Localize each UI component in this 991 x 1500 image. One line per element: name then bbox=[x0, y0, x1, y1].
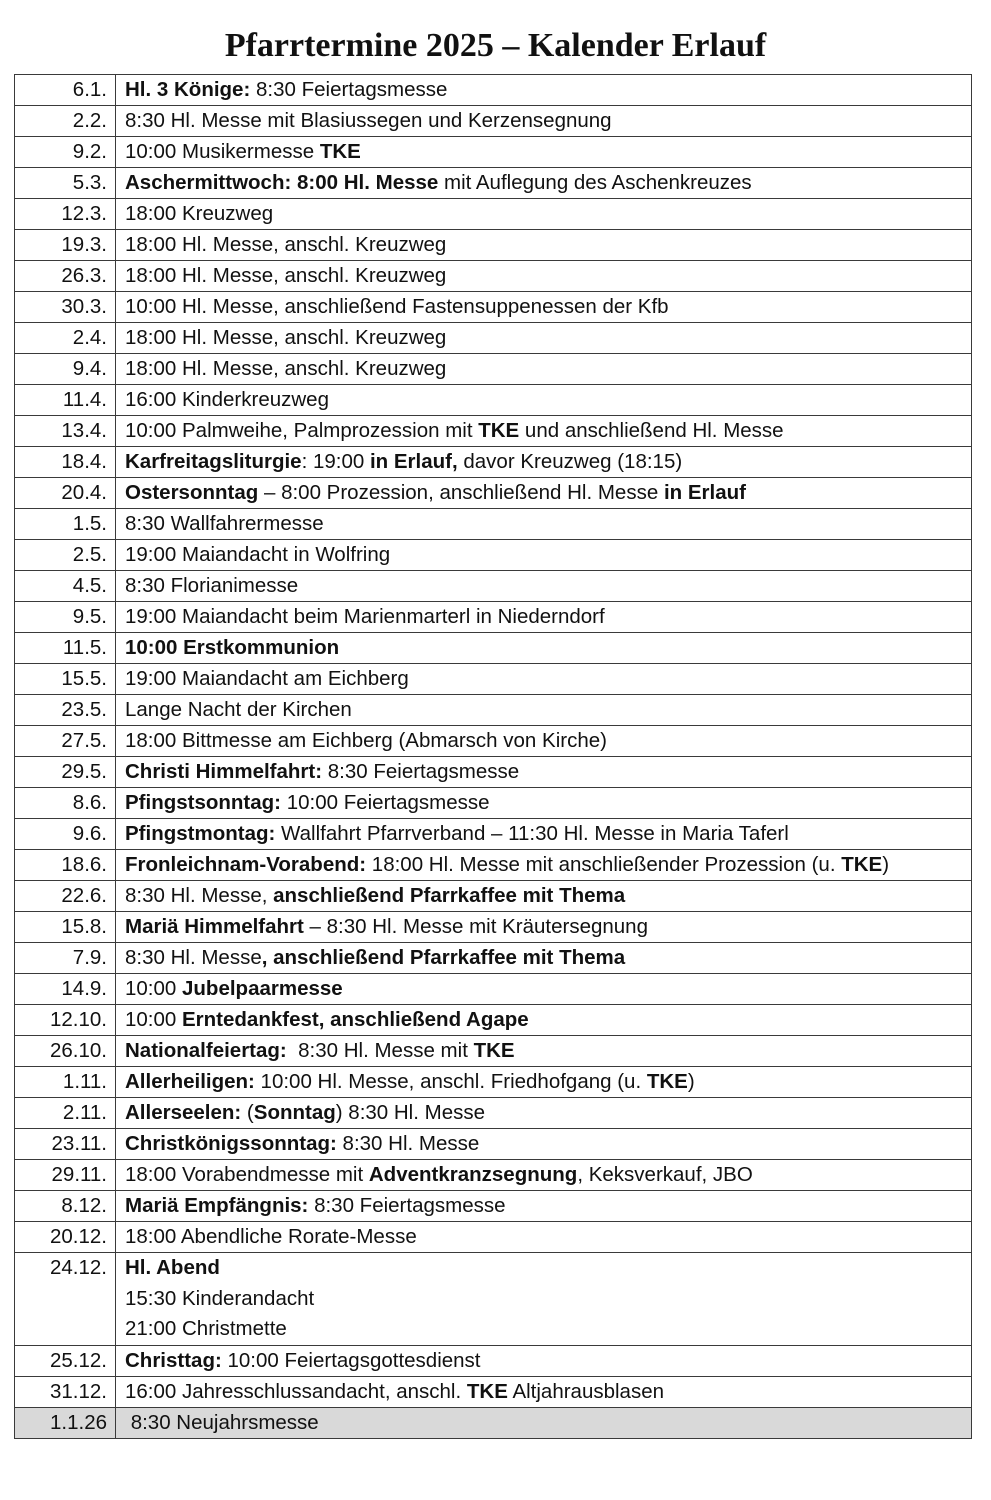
date-cell: 26.10. bbox=[15, 1036, 116, 1067]
event-text: 18:00 Hl. Messe mit anschließender Prozession (u. bbox=[366, 853, 842, 876]
event-text: 8:30 Hl. Messe mit bbox=[286, 1039, 474, 1062]
event-cell bbox=[116, 1160, 972, 1191]
event-cell bbox=[116, 478, 972, 509]
event-text-bold: Allerheiligen: bbox=[125, 1070, 255, 1093]
event-text: 18:00 Kreuzweg bbox=[125, 202, 274, 225]
event-cell bbox=[116, 75, 972, 106]
event-text-bold: anschließend Pfarrkaffee mit Thema bbox=[273, 884, 626, 907]
event-text: 8:30 Neujahrsmesse bbox=[125, 1410, 319, 1434]
event-cell bbox=[116, 757, 972, 788]
event-text: 19:00 Maiandacht beim Marienmarterl in Niederndorf bbox=[125, 605, 605, 628]
event-text: Lange Nacht der Kirchen bbox=[125, 698, 352, 721]
table-row bbox=[15, 1253, 972, 1346]
event-cell bbox=[116, 695, 972, 726]
table-row bbox=[15, 757, 972, 788]
event-text: 15:30 Kinderandacht bbox=[125, 1286, 315, 1310]
date-cell: 11.5. bbox=[15, 633, 116, 664]
event-text: 10:00 Feiertagsmesse bbox=[281, 791, 490, 814]
event-text: : 19:00 bbox=[301, 450, 370, 473]
event-text: 10:00 Hl. Messe, anschließend Fastensuppenessen der Kfb bbox=[125, 295, 669, 318]
event-text-bold: Sonntag bbox=[253, 1101, 336, 1124]
event-cell bbox=[116, 974, 972, 1005]
event-text-bold: Mariä Himmelfahrt bbox=[125, 915, 304, 938]
date-cell: 29.11. bbox=[15, 1160, 116, 1191]
table-row bbox=[15, 540, 972, 571]
event-text: 19:00 Maiandacht am Eichberg bbox=[125, 667, 409, 690]
date-cell: 18.4. bbox=[15, 447, 116, 478]
event-text-bold: Adventkranzsegnung bbox=[368, 1163, 578, 1186]
date-cell: 29.5. bbox=[15, 757, 116, 788]
date-cell: 9.4. bbox=[15, 354, 116, 385]
date-cell: 19.3. bbox=[15, 230, 116, 261]
date-cell: 20.12. bbox=[15, 1222, 116, 1253]
event-text: 10:00 bbox=[125, 977, 182, 1000]
date-cell: 15.5. bbox=[15, 664, 116, 695]
table-row bbox=[15, 106, 972, 137]
event-cell bbox=[116, 571, 972, 602]
event-cell bbox=[116, 323, 972, 354]
event-text: 18:00 Hl. Messe, anschl. Kreuzweg bbox=[125, 357, 447, 380]
table-row bbox=[15, 1376, 972, 1407]
event-text: 19:00 Maiandacht in Wolfring bbox=[125, 543, 391, 566]
event-text: 10:00 Palmweihe, Palmprozession mit bbox=[125, 419, 479, 442]
event-cell bbox=[116, 850, 972, 881]
table-row bbox=[15, 1129, 972, 1160]
event-text-bold: Pfingstsonntag: bbox=[125, 791, 282, 814]
event-text-bold: TKE bbox=[646, 1070, 688, 1093]
date-cell: 30.3. bbox=[15, 292, 116, 323]
event-cell bbox=[116, 199, 972, 230]
event-text-bold: Christtag: bbox=[125, 1348, 222, 1372]
event-text: davor Kreuzweg (18:15) bbox=[457, 450, 683, 473]
date-cell: 1.1.26 bbox=[15, 1407, 116, 1438]
table-row bbox=[15, 323, 972, 354]
date-cell: 8.12. bbox=[15, 1191, 116, 1222]
event-cell bbox=[116, 664, 972, 695]
event-text-bold: TKE bbox=[473, 1039, 515, 1062]
date-cell: 12.10. bbox=[15, 1005, 116, 1036]
table-row bbox=[15, 881, 972, 912]
event-text-bold: Allerseelen: bbox=[125, 1101, 242, 1124]
date-cell: 5.3. bbox=[15, 168, 116, 199]
event-cell bbox=[116, 416, 972, 447]
event-text: 16:00 Kinderkreuzweg bbox=[125, 388, 329, 411]
table-row bbox=[15, 1036, 972, 1067]
table-row bbox=[15, 354, 972, 385]
event-text: 10:00 Musikermesse bbox=[125, 140, 320, 163]
page-title: Pfarrtermine 2025 – Kalender Erlauf bbox=[224, 27, 767, 64]
event-text-bold: Erntedankfest, anschließend Agape bbox=[182, 1008, 529, 1031]
event-text: 21:00 Christmette bbox=[125, 1317, 287, 1340]
date-cell: 18.6. bbox=[15, 850, 116, 881]
date-cell: 1.11. bbox=[15, 1067, 116, 1098]
table-row bbox=[15, 664, 972, 695]
event-text: 8:30 Feiertagsmesse bbox=[308, 1194, 506, 1217]
event-cell bbox=[116, 1005, 972, 1036]
table-row bbox=[15, 819, 972, 850]
table-row bbox=[15, 571, 972, 602]
table-row bbox=[15, 912, 972, 943]
date-cell: 23.11. bbox=[15, 1129, 116, 1160]
date-cell: 9.6. bbox=[15, 819, 116, 850]
event-text: – 8:30 Hl. Messe mit Kräutersegnung bbox=[303, 915, 648, 938]
event-line bbox=[125, 1284, 971, 1315]
date-cell: 31.12. bbox=[15, 1376, 116, 1407]
event-text: ( bbox=[241, 1101, 254, 1124]
event-cell bbox=[116, 1191, 972, 1222]
event-cell bbox=[116, 788, 972, 819]
event-text-bold: in Erlauf bbox=[663, 481, 746, 504]
event-text: – 8:00 Prozession, anschließend Hl. Messe bbox=[258, 481, 664, 504]
table-row bbox=[15, 1345, 972, 1376]
date-cell: 26.3. bbox=[15, 261, 116, 292]
event-text: 8:30 Hl. Messe mit Blasiussegen und Kerzensegnung bbox=[125, 109, 612, 132]
event-cell bbox=[116, 385, 972, 416]
table-row bbox=[15, 633, 972, 664]
event-cell bbox=[116, 261, 972, 292]
date-cell: 6.1. bbox=[15, 75, 116, 106]
event-text: , Keksverkauf, JBO bbox=[577, 1163, 753, 1186]
event-cell bbox=[116, 106, 972, 137]
event-text-bold: , anschließend Pfarrkaffee mit Thema bbox=[261, 946, 626, 969]
event-text: Wallfahrt Pfarrverband – 11:30 Hl. Messe in Maria Taferl bbox=[275, 822, 789, 845]
event-text-bold: TKE bbox=[466, 1379, 508, 1403]
date-cell: 2.4. bbox=[15, 323, 116, 354]
event-text-bold: Nationalfeiertag: bbox=[125, 1039, 287, 1062]
event-text-bold: Fronleichnam-Vorabend: bbox=[125, 853, 367, 876]
table-row bbox=[15, 1191, 972, 1222]
event-text-bold: Christi Himmelfahrt: bbox=[125, 760, 323, 783]
event-text: 18:00 Abendliche Rorate-Messe bbox=[125, 1225, 417, 1248]
event-text: ) bbox=[882, 853, 890, 876]
event-line bbox=[125, 1253, 971, 1284]
table-row bbox=[15, 447, 972, 478]
date-cell: 2.5. bbox=[15, 540, 116, 571]
event-text-bold: in Erlauf, bbox=[369, 450, 458, 473]
event-text-bold: TKE bbox=[319, 140, 361, 163]
event-text: und anschließend Hl. Messe bbox=[519, 419, 784, 442]
event-cell bbox=[116, 1407, 972, 1438]
event-cell bbox=[116, 168, 972, 199]
event-cell bbox=[116, 137, 972, 168]
event-text: 16:00 Jahresschlussandacht, anschl. bbox=[125, 1379, 467, 1403]
table-row bbox=[15, 1005, 972, 1036]
table-row bbox=[15, 788, 972, 819]
table-row bbox=[15, 1222, 972, 1253]
event-cell bbox=[116, 912, 972, 943]
table-row bbox=[15, 416, 972, 447]
event-cell bbox=[116, 1067, 972, 1098]
event-text: 10:00 Feiertagsgottesdienst bbox=[221, 1348, 481, 1372]
event-text: Altjahrausblasen bbox=[507, 1379, 665, 1403]
event-text: 10:00 Hl. Messe, anschl. Friedhofgang (u. bbox=[254, 1070, 647, 1093]
event-cell bbox=[116, 881, 972, 912]
table-row bbox=[15, 726, 972, 757]
table-row bbox=[15, 850, 972, 881]
date-cell: 27.5. bbox=[15, 726, 116, 757]
date-cell: 1.5. bbox=[15, 509, 116, 540]
event-cell bbox=[116, 819, 972, 850]
event-text-bold: Hl. Abend bbox=[125, 1256, 220, 1279]
date-cell: 14.9. bbox=[15, 974, 116, 1005]
date-cell: 22.6. bbox=[15, 881, 116, 912]
event-text: 8:30 Feiertagsmesse bbox=[322, 760, 520, 783]
table-row bbox=[15, 509, 972, 540]
event-text-bold: Pfingstmontag: bbox=[125, 822, 276, 845]
event-text-bold: 10:00 Erstkommunion bbox=[125, 636, 340, 659]
event-text-bold: Christkönigssonntag: bbox=[125, 1132, 337, 1155]
date-cell: 9.5. bbox=[15, 602, 116, 633]
event-text: 18:00 Hl. Messe, anschl. Kreuzweg bbox=[125, 233, 447, 256]
table-row bbox=[15, 1067, 972, 1098]
table-row bbox=[15, 974, 972, 1005]
event-cell bbox=[116, 1129, 972, 1160]
date-cell: 23.5. bbox=[15, 695, 116, 726]
table-row bbox=[15, 1160, 972, 1191]
event-line bbox=[125, 1314, 971, 1345]
event-text: 18:00 Vorabendmesse mit bbox=[125, 1163, 369, 1186]
date-cell: 13.4. bbox=[15, 416, 116, 447]
event-text: 8:30 Feiertagsmesse bbox=[250, 78, 448, 101]
table-row bbox=[15, 199, 972, 230]
event-text: 18:00 Bittmesse am Eichberg (Abmarsch von Kirche) bbox=[125, 729, 607, 752]
event-text-bold: Hl. 3 Könige: bbox=[125, 78, 251, 101]
event-cell bbox=[116, 447, 972, 478]
table-row bbox=[15, 602, 972, 633]
event-text: 18:00 Hl. Messe, anschl. Kreuzweg bbox=[125, 264, 447, 287]
table-row bbox=[15, 695, 972, 726]
table-row bbox=[15, 943, 972, 974]
table-row bbox=[15, 292, 972, 323]
table-row bbox=[15, 478, 972, 509]
date-cell: 25.12. bbox=[15, 1345, 116, 1376]
event-text: ) bbox=[687, 1070, 695, 1093]
date-cell: 20.4. bbox=[15, 478, 116, 509]
event-text: 8:30 Florianimesse bbox=[125, 574, 299, 597]
event-text: 18:00 Hl. Messe, anschl. Kreuzweg bbox=[125, 326, 447, 349]
date-cell: 24.12. bbox=[15, 1253, 116, 1346]
events-table bbox=[14, 74, 972, 1439]
table-row bbox=[15, 230, 972, 261]
event-text: 10:00 bbox=[125, 1008, 182, 1031]
table-row bbox=[15, 168, 972, 199]
table-row bbox=[15, 261, 972, 292]
event-text-bold: Mariä Empfängnis: bbox=[125, 1194, 309, 1217]
event-text: 8:30 Hl. Messe bbox=[336, 1132, 480, 1155]
event-cell bbox=[116, 602, 972, 633]
date-cell: 12.3. bbox=[15, 199, 116, 230]
event-cell bbox=[116, 230, 972, 261]
event-cell bbox=[116, 354, 972, 385]
event-cell bbox=[116, 633, 972, 664]
event-text-bold: Karfreitagsliturgie bbox=[125, 450, 302, 473]
event-cell bbox=[116, 943, 972, 974]
event-cell bbox=[116, 1376, 972, 1407]
date-cell: 2.2. bbox=[15, 106, 116, 137]
date-cell: 7.9. bbox=[15, 943, 116, 974]
event-text: 8:30 Wallfahrermesse bbox=[125, 512, 324, 535]
event-text: 8:30 Hl. Messe bbox=[125, 946, 262, 969]
event-cell bbox=[116, 1098, 972, 1129]
table-row bbox=[15, 1407, 972, 1438]
table-row bbox=[15, 137, 972, 168]
date-cell: 9.2. bbox=[15, 137, 116, 168]
date-cell: 2.11. bbox=[15, 1098, 116, 1129]
event-text-bold: Aschermittwoch: 8:00 Hl. Messe bbox=[125, 171, 439, 194]
event-text-bold: Jubelpaarmesse bbox=[182, 977, 343, 1000]
table-row bbox=[15, 1098, 972, 1129]
event-cell bbox=[116, 1222, 972, 1253]
event-cell bbox=[116, 726, 972, 757]
event-text-bold: Ostersonntag bbox=[125, 481, 259, 504]
event-text-bold: TKE bbox=[478, 419, 520, 442]
date-cell: 8.6. bbox=[15, 788, 116, 819]
event-text: ) 8:30 Hl. Messe bbox=[335, 1101, 486, 1124]
table-row bbox=[15, 385, 972, 416]
table-row bbox=[15, 75, 972, 106]
event-cell bbox=[116, 1036, 972, 1067]
event-text-bold: TKE bbox=[841, 853, 883, 876]
event-cell bbox=[116, 509, 972, 540]
event-text: mit Auflegung des Aschenkreuzes bbox=[438, 171, 752, 194]
date-cell: 11.4. bbox=[15, 385, 116, 416]
event-cell bbox=[116, 292, 972, 323]
date-cell: 15.8. bbox=[15, 912, 116, 943]
event-cell bbox=[116, 1253, 972, 1346]
event-cell bbox=[116, 540, 972, 571]
date-cell: 4.5. bbox=[15, 571, 116, 602]
event-cell bbox=[116, 1345, 972, 1376]
event-text: 8:30 Hl. Messe, bbox=[125, 884, 274, 907]
